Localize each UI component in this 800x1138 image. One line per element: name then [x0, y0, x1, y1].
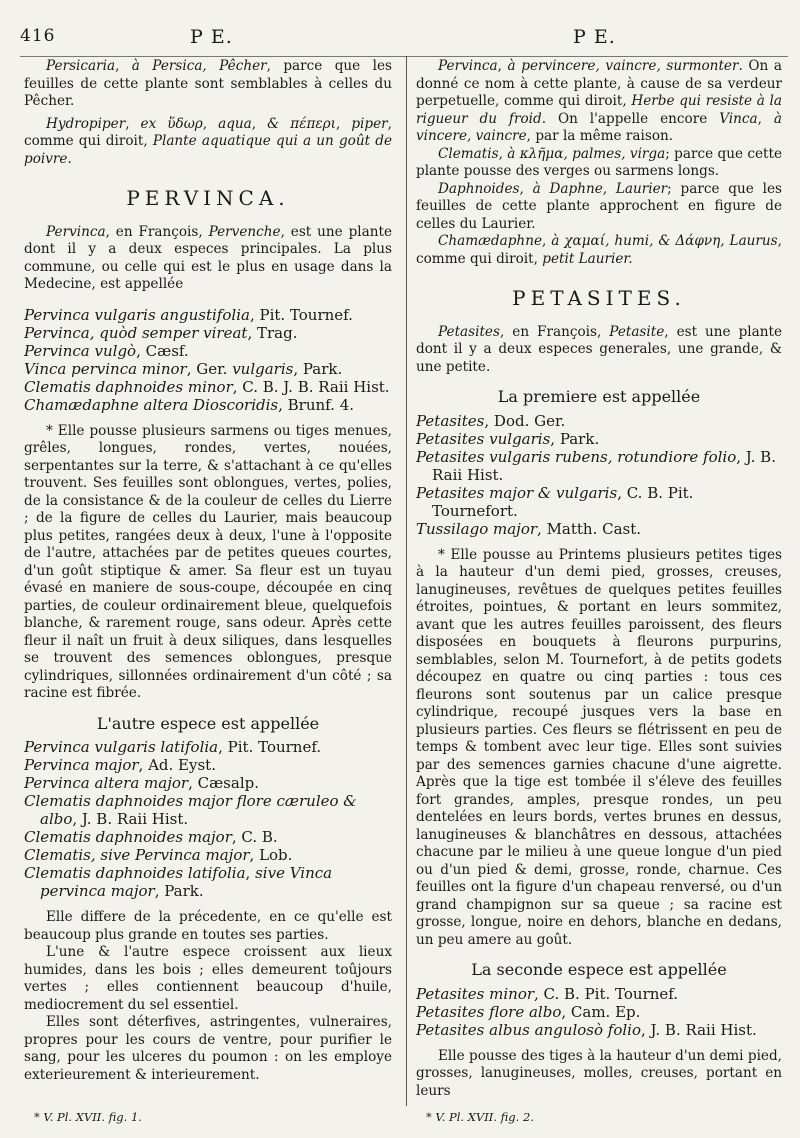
synonym-line — [24, 738, 392, 756]
synonym-line — [416, 1003, 782, 1021]
italic-text: Clematis daphnoides latifolia — [24, 864, 246, 882]
italic-text: Vinca — [719, 110, 758, 127]
etymology-pervinca — [416, 58, 782, 146]
italic-text: Petasite — [609, 323, 665, 340]
synonym-line — [416, 448, 782, 484]
petasites-description: * Elle pousse au Printems plusieurs petites tiges à la hauteur d'un demi pied, grosses, creuses, lanugineuses, revêtues de quelques petites feuilles étroites, pointues, & portant en leurs sommitez, avant que les autres feuilles paroissent, des fleurs disposées en bouquets à fleurons purpurins, semblables, selon M. Tournefort, à de petits godets découpez en quatre ou cinq parties : tous ces fleurons sont soutenus par un calice presque cylindrique, recoupé jusques vers la base en plusieurs parties. Ces fleurs se flétrissent en peu de temps & tombent avec leur tige. Elles sont suivies par des semences garnies chacune d'une aigrette. Après que la tige est tombée il s'éleve des feuilles fort grandes, amples, presque rondes, un peu dentelées en leurs bords, vertes brunes en dessus, lanugineuses & blanchâtres en dessous, attachées chacune par le milieu à une queue longue d'un pied ou d'un pied & demi, grosse, ronde, charnue. Ces feuilles ont la figure d'un chapeau renversé, ou d'un grand champignon sur sa queue ; sa racine est grosse, longue, noire en dehors, blanche en dedans, un peu amere au goût. — [416, 546, 782, 948]
italic-text: à κλῆμα, palmes, virga — [507, 145, 666, 162]
italic-text: Clematis — [438, 145, 499, 162]
etymology-hydropiper — [24, 116, 392, 169]
italic-text: à Daphne, Laurier — [532, 180, 668, 197]
italic-text: Pervinca — [46, 223, 106, 240]
pervinca-subheading-2: L'autre espece est appellée — [96, 713, 320, 733]
petasites-synonyms-1 — [416, 412, 782, 538]
text-run: , comme qui diroit, — [24, 115, 392, 149]
text-run: , — [542, 233, 552, 249]
text-run: . On a donné ce nom à cette plante, à cause de sa verdeur perpetuelle, comme qui diroit, — [416, 58, 782, 109]
text-run: , Park. — [550, 429, 600, 448]
left-column — [24, 58, 392, 1084]
entry-heading-pervinca: PERVINCA. — [126, 186, 290, 210]
italic-text: Persicaria — [46, 58, 116, 74]
synonym-line — [416, 1021, 782, 1039]
italic-text: Petasites albus angulosò folio — [416, 1020, 641, 1039]
italic-text: Petasites flore albo — [416, 1002, 562, 1021]
italic-text: ex ὕδωρ — [140, 115, 203, 132]
text-run: , est une plante dont il y a deux especes principales. La plus commune, ou celle qui est le plus en usage dans la Medecine, est appellée — [24, 223, 392, 292]
synonym-line — [24, 774, 392, 792]
footnote-left: * V. Pl. XVII. fig. 1. — [34, 1110, 142, 1124]
text-run: , J. B. Raii Hist. — [432, 447, 776, 484]
synonym-line — [24, 756, 392, 774]
text-run: , Park. — [293, 359, 343, 378]
text-run: , Cam. Ep. — [561, 1002, 641, 1021]
text-run: , Ad. Eyst. — [138, 756, 216, 774]
italic-text: à vincere, vaincre — [416, 110, 782, 144]
pervinca-closing-1: Elle differe de la précedente, en ce qu'elle est beaucoup plus grande en toutes ses parties. — [24, 909, 392, 943]
text-run: , — [336, 115, 352, 132]
italic-text: Clematis daphnoides major — [24, 828, 232, 846]
italic-text: Pervinca major — [24, 756, 139, 774]
text-run: . On l'appelle encore — [541, 110, 720, 127]
synonym-line — [416, 430, 782, 448]
italic-text: Pervinca — [438, 58, 498, 74]
text-run: , J. B. Raii Hist. — [72, 810, 189, 828]
text-run: , Brunf. 4. — [278, 395, 355, 414]
text-run: ; parce que les feuilles de cette plante approchent en figure de celles du Laurier. — [416, 180, 782, 232]
footnote-right: * V. Pl. XVII. fig. 2. — [426, 1110, 534, 1124]
text-run: , C. B. Pit. Tournefort. — [432, 483, 694, 520]
italic-text: Clematis daphnoides major flore cæruleo & albo — [24, 792, 357, 828]
header-rule — [20, 56, 788, 57]
text-run: , Dod. Ger. — [484, 411, 566, 430]
page-number: 416 — [20, 26, 56, 46]
petasites-intro — [416, 324, 782, 377]
italic-text: petit Laurier. — [542, 250, 633, 267]
italic-text: sive Vinca pervinca major — [40, 864, 333, 900]
text-run: , Ger. — [186, 359, 233, 378]
synonym-line — [24, 342, 392, 360]
italic-text: Vinca pervinca minor — [24, 359, 187, 378]
italic-text: & πέπερι — [267, 115, 337, 132]
text-run: , en François, — [105, 223, 209, 240]
synonym-line — [24, 846, 392, 864]
text-run: , — [115, 58, 132, 74]
italic-text: à Persica, Pêcher — [131, 58, 267, 74]
italic-text: à pervincere, vaincre, surmonter — [507, 58, 739, 74]
italic-text: Petasites — [438, 323, 500, 340]
italic-text: Chamædaphne — [438, 233, 542, 249]
etymology-clematis — [416, 146, 782, 181]
petasites-subheading-1: La premiere est appellée — [497, 387, 701, 406]
italic-text: Chamædaphne altera Dioscoridis — [24, 395, 279, 414]
text-run: , Park. — [154, 882, 204, 900]
text-run: , C. B. J. B. Raii Hist. — [232, 377, 390, 396]
running-head-right: P E. — [573, 26, 616, 48]
pervinca-synonyms-1 — [24, 306, 392, 414]
text-run: , — [497, 58, 508, 74]
text-run: , J. B. Raii Hist. — [641, 1020, 757, 1039]
italic-text: Pervinca vulgaris latifolia — [24, 738, 219, 756]
petasites-synonyms-2 — [416, 985, 782, 1039]
italic-text: Petasites minor — [416, 984, 535, 1003]
italic-text: Petasites vulgaris rubens, rotundiore folio — [416, 447, 737, 466]
text-run: , — [125, 115, 141, 132]
italic-text: Pervinca vulgaris angustifolia — [24, 305, 250, 324]
synonym-line — [416, 484, 782, 520]
entry-heading-petasites: PETASITES. — [512, 286, 686, 310]
text-run: ; parce que cette plante pousse des verges ou sarmens longs. — [416, 145, 782, 179]
column-divider — [406, 56, 407, 1106]
pervinca-description: * Elle pousse plusieurs sarmens ou tiges menues, grêles, longues, rondes, vertes, nouées, serpentantes sur la terre, & s'attachant à ce qu'elles trouvent. Ses feuilles sont oblongues, vertes, polies, de la consistance & de la couleur de celles du Lierre ; de la figure de celles du Laurier, mais beaucoup plus petites, rangées deux à deux, l'une à l'opposite de l'autre, attachées par de petites queues courtes, d'un goût stiptique & amer. Sa fleur est un tuyau évasé en maniere de sous-coupe, découpée en cinq parties, de couleur ordinairement bleue, quelquefois blanche, & rarement rouge, sans odeur. Après cette fleur il naît un fruit à deux siliques, dans lesquelles se trouvent des semences oblongues, presque cylindriques, sillonnées ordinairement d'un côté ; sa racine est fibrée. — [24, 422, 392, 701]
etymology-persicaria — [24, 58, 392, 111]
italic-text: Plante aquatique qui a un goût de poivre. — [24, 133, 392, 167]
text-run: , Cæsf. — [136, 341, 189, 360]
text-run: , — [245, 864, 256, 882]
synonym-line — [416, 520, 782, 538]
italic-text: Pervinca, quòd semper vireat — [24, 323, 248, 342]
text-run: , en François, — [499, 323, 610, 340]
text-run: , Matth. Cast. — [537, 519, 642, 538]
synonym-line — [24, 396, 392, 414]
text-run: , est une plante dont il y a deux especes generales, une grande, & une petite. — [416, 323, 782, 375]
text-run: , Pit. Tournef. — [218, 738, 322, 756]
italic-text: à χαμαί, humi, & Δάφνη, Laurus — [551, 233, 778, 249]
text-run: , Pit. Tournef. — [249, 305, 353, 324]
italic-text: Petasites major & vulgaris — [416, 483, 618, 502]
synonym-line — [24, 378, 392, 396]
pervinca-closing-3: Elles sont déterfives, astringentes, vulneraires, propres pour les cours de ventre, pour purifier le sang, pour les ulceres du poumon : on les employe exterieurement & interieurement. — [24, 1014, 392, 1083]
italic-text: Herbe qui resiste à la rigueur du froid — [416, 93, 782, 127]
petasites-subheading-2: La seconde espece est appellée — [471, 960, 727, 979]
text-run: , comme qui diroit, — [416, 233, 782, 267]
italic-text: vulgaris — [232, 359, 294, 378]
text-run: , Trag. — [247, 323, 298, 342]
italic-text: Clematis, sive Pervinca major — [24, 846, 250, 864]
italic-text: piper — [351, 115, 388, 132]
italic-text: Clematis daphnoides minor — [24, 377, 233, 396]
synonym-line — [24, 306, 392, 324]
italic-text: aqua — [218, 115, 252, 132]
synonym-line — [24, 324, 392, 342]
text-run: , C. B. — [231, 828, 278, 846]
italic-text: Petasites — [416, 411, 485, 430]
synonym-line — [24, 792, 392, 828]
pervinca-closing-2: L'une & l'autre espece croissent aux lieux humides, dans les bois ; elles demeurent toûjours vertes ; elles contiennent beaucoup d'huile, mediocrement du sel essentiel. — [24, 944, 392, 1013]
synonym-line — [24, 864, 392, 900]
running-head-left: P E. — [190, 26, 233, 48]
pervinca-synonyms-2 — [24, 738, 392, 900]
etymology-chamaedaphne — [416, 233, 782, 268]
text-run: , — [757, 110, 774, 127]
etymology-daphnoides — [416, 181, 782, 234]
text-run: , — [202, 115, 219, 132]
italic-text: Pervinca vulgò — [24, 341, 137, 360]
synonym-line — [24, 828, 392, 846]
pervinca-intro — [24, 224, 392, 294]
text-run: , C. B. Pit. Tournef. — [534, 984, 679, 1003]
italic-text: Tussilago major — [416, 519, 538, 538]
synonym-line — [24, 360, 392, 378]
text-run: , Cæsalp. — [188, 774, 259, 792]
text-run: , — [251, 115, 268, 132]
italic-text: Pervinca altera major — [24, 774, 189, 792]
right-column — [416, 58, 782, 1100]
synonym-line — [416, 985, 782, 1003]
italic-text: Hydropiper — [46, 115, 126, 132]
petasites-closing: Elle pousse des tiges à la hauteur d'un demi pied, grosses, lanugineuses, molles, creuses, portant en leurs — [416, 1047, 782, 1099]
text-run: , par la même raison. — [526, 128, 674, 144]
text-run: , — [519, 180, 533, 197]
italic-text: Petasites vulgaris — [416, 429, 551, 448]
text-run: , — [498, 145, 508, 162]
synonym-line — [416, 412, 782, 430]
italic-text: Pervenche — [208, 223, 281, 240]
italic-text: Daphnoides — [438, 180, 520, 197]
text-run: , parce que les feuilles de cette plante sont semblables à celles du Pêcher. — [24, 58, 392, 109]
text-run: , Lob. — [249, 846, 293, 864]
